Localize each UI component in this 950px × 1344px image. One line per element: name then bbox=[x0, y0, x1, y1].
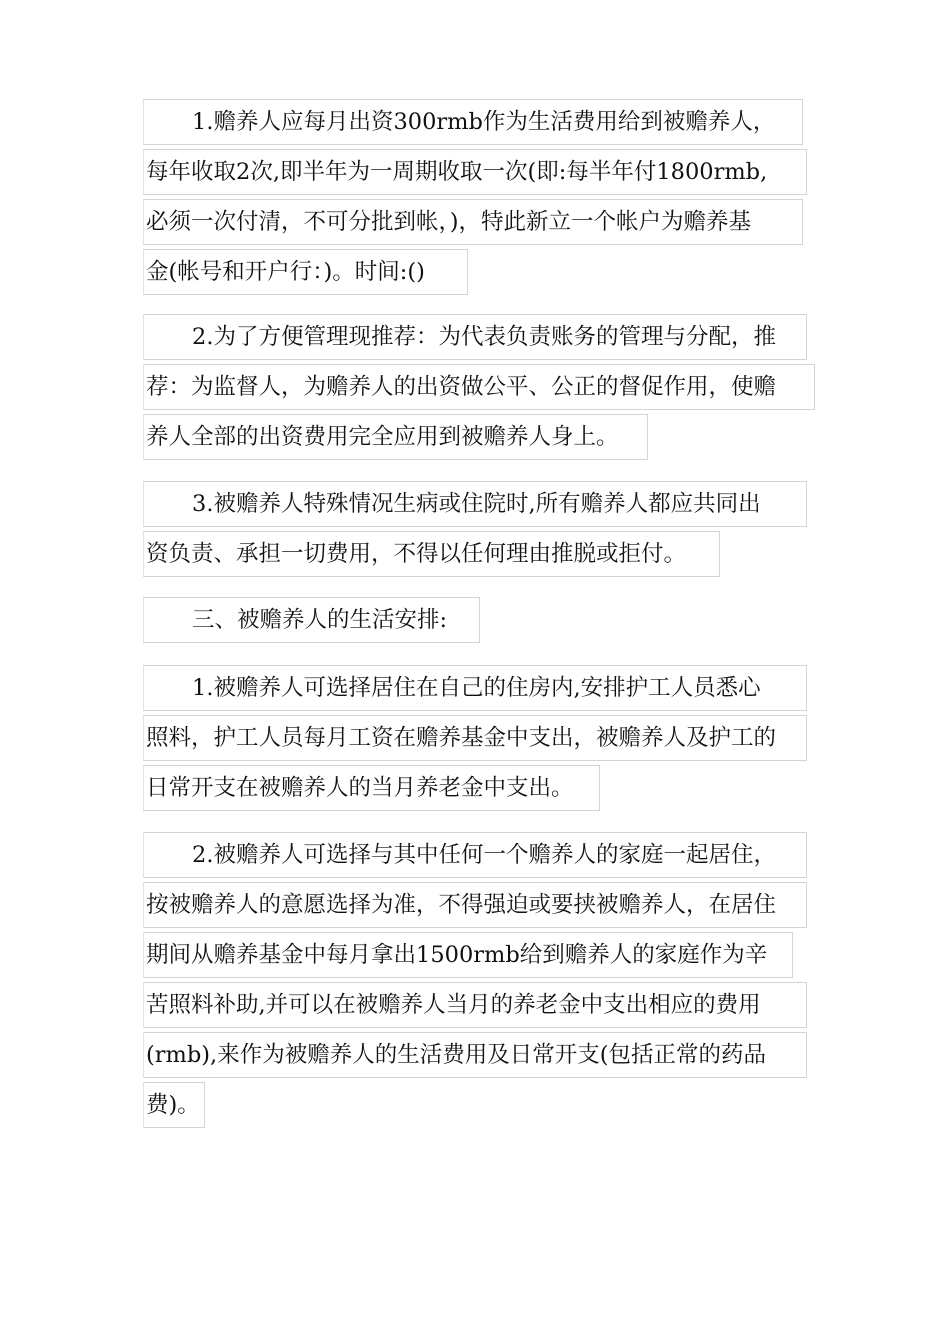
text-line: 金(帐号和开户行：)。时间:() bbox=[143, 249, 468, 295]
text-line: 费)。 bbox=[143, 1082, 205, 1128]
text-line: 养人全部的出资费用完全应用到被赡养人身上。 bbox=[143, 414, 648, 460]
section-heading: 三、被赡养人的生活安排: bbox=[143, 597, 480, 643]
text-line: 苦照料补助,并可以在被赡养人当月的养老金中支出相应的费用 bbox=[143, 982, 807, 1028]
text-line: 必须一次付清，不可分批到帐，)，特此新立一个帐户为赡养基 bbox=[143, 199, 803, 245]
text-line: 2.为了方便管理现推荐：为代表负责账务的管理与分配，推 bbox=[143, 314, 807, 360]
text-line: (rmb),来作为被赡养人的生活费用及日常开支(包括正常的药品 bbox=[143, 1032, 807, 1078]
text-line: 1.被赡养人可选择居住在自己的住房内,安排护工人员悉心 bbox=[143, 665, 807, 711]
text-line: 荐：为监督人，为赡养人的出资做公平、公正的督促作用，使赡 bbox=[143, 364, 815, 410]
text-line: 1.赡养人应每月出资300rmb作为生活费用给到被赡养人， bbox=[143, 99, 803, 145]
text-line: 3.被赡养人特殊情况生病或住院时,所有赡养人都应共同出 bbox=[143, 481, 807, 527]
text-line: 资负责、承担一切费用，不得以任何理由推脱或拒付。 bbox=[143, 531, 720, 577]
text-line: 每年收取2次,即半年为一周期收取一次(即:每半年付1800rmb, bbox=[143, 149, 807, 195]
text-line: 日常开支在被赡养人的当月养老金中支出。 bbox=[143, 765, 600, 811]
text-line: 按被赡养人的意愿选择为准，不得强迫或要挟被赡养人，在居住 bbox=[143, 882, 807, 928]
text-line: 2.被赡养人可选择与其中任何一个赡养人的家庭一起居住， bbox=[143, 832, 807, 878]
text-line: 照料，护工人员每月工资在赡养基金中支出，被赡养人及护工的 bbox=[143, 715, 807, 761]
text-line: 期间从赡养基金中每月拿出1500rmb给到赡养人的家庭作为辛 bbox=[143, 932, 793, 978]
